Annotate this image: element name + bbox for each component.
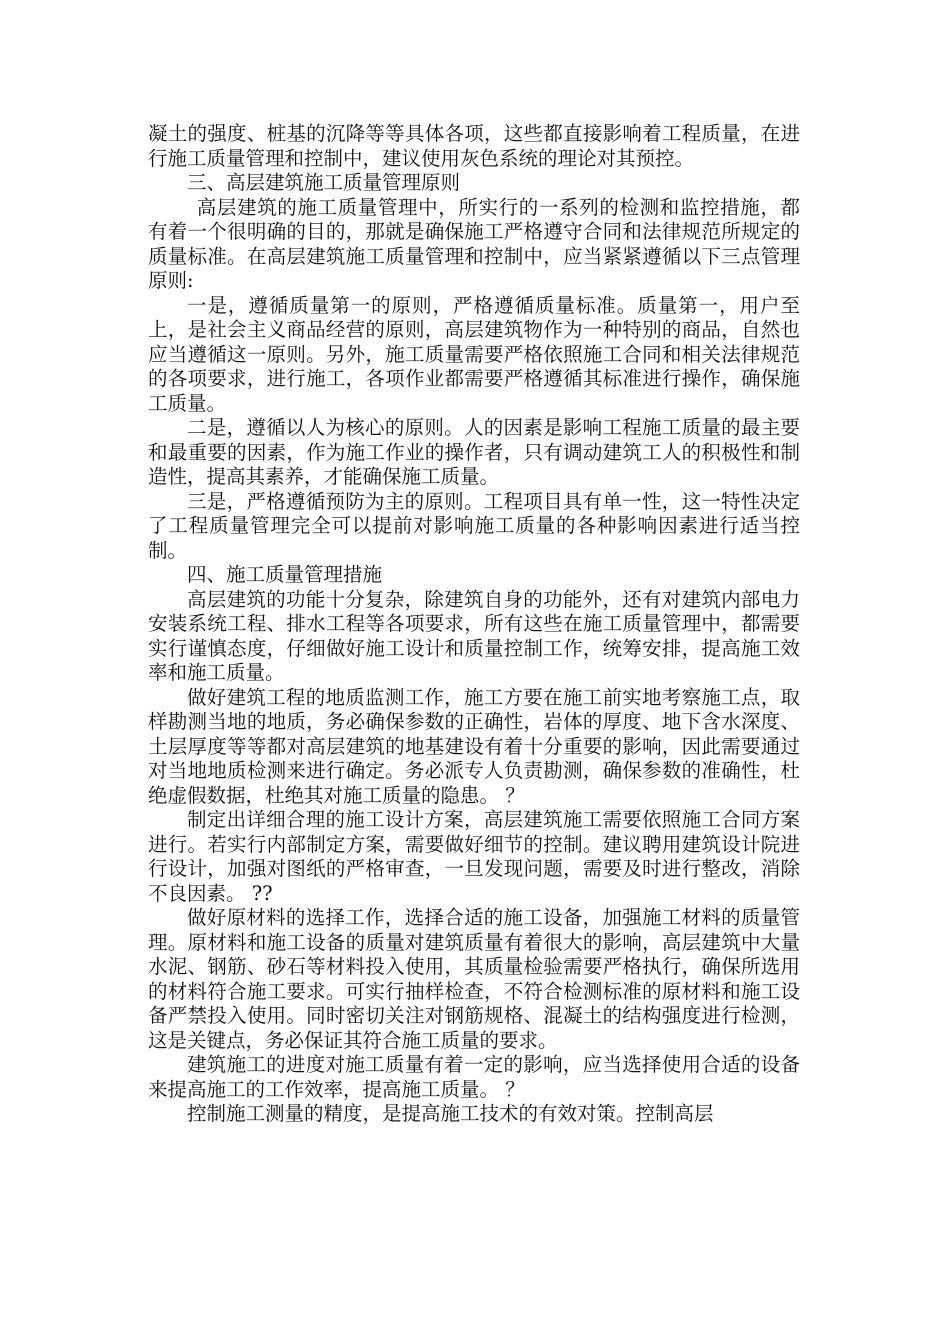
paragraph-measures-intro: 高层建筑的功能十分复杂，除建筑自身的功能外，还有对建筑内部电力安装系统工程、排水工程等各项要求，所有这些在施工质量管理中，都需要实行谨慎态度，仔细做好施工设计和质量控制工作，统筹安排，提高施工效率和施工质量。 [148, 587, 800, 684]
paragraph-measurement: 控制施工测量的精度，是提高施工技术的有效对策。控制高层 [187, 1102, 714, 1125]
section-heading-three: 三、高层建筑施工质量管理原则 [187, 171, 461, 194]
paragraph-materials: 做好原材料的选择工作，选择合适的施工设备，加强施工材料的质量管理。原材料和施工设备的质量对建筑质量有着很大的影响，高层建筑中大量水泥、钢筋、砂石等材料投入使用，其质量检验需要严格执行，确保所选用的材料符合施工要求。可实行抽样检查，不符合检测标准的原材料和施工设备严禁投入使用。同时密切关注对钢筋规格、混凝土的结构强度进行检测，这是关键点，务必保证其符合施工质量的要求。 [148, 906, 800, 1052]
paragraph-principles-intro: 高层建筑的施工质量管理中，所实行的一系列的检测和监控措施，都有着一个很明确的目的，那就是确保施工严格遵守合同和法律规范所规定的质量标准。在高层建筑施工质量管理和控制中，应当紧紧遵循以下三点管理原则: [148, 195, 800, 292]
paragraph-progress: 建筑施工的进度对施工质量有着一定的影响，应当选择使用合适的设备来提高施工的工作效率，提高施工质量。 ？ [148, 1053, 800, 1101]
document-body [148, 122, 800, 1127]
paragraph-continuation: 凝土的强度、桩基的沉降等等具体各项，这些都直接影响着工程质量，在进行施工质量管理和控制中，建议使用灰色系统的理论对其预控。 [148, 122, 800, 170]
paragraph-principle-three: 三是，严格遵循预防为主的原则。工程项目具有单一性，这一特性决定了工程质量管理完全可以提前对影响施工质量的各种影响因素进行适当控制。 [148, 489, 800, 562]
paragraph-design-plan: 制定出详细合理的施工设计方案，高层建筑施工需要依照施工合同方案进行。若实行内部制定方案，需要做好细节的控制。建议聘用建筑设计院进行设计，加强对图纸的严格审查，一旦发现问题，需要及时进行整改，消除不良因素。 ?? [148, 808, 800, 905]
section-heading-four: 四、施工质量管理措施 [187, 563, 383, 586]
paragraph-principle-one: 一是，遵循质量第一的原则，严格遵循质量标准。质量第一，用户至上，是社会主义商品经营的原则，高层建筑物作为一种特别的商品，自然也应当遵循这一原则。另外，施工质量需要严格依照施工合同和相关法律规范的各项要求，进行施工，各项作业都需要严格遵循其标准进行操作，确保施工质量。 [148, 293, 800, 415]
paragraph-principle-two: 二是，遵循以人为核心的原则。人的因素是影响工程施工质量的最主要和最重要的因素，作为施工作业的操作者，只有调动建筑工人的积极性和制造性，提高其素养，才能确保施工质量。 [148, 416, 800, 488]
paragraph-geology: 做好建筑工程的地质监测工作，施工方要在施工前实地考察施工点，取样勘测当地的地质，务必确保参数的正确性，岩体的厚度、地下含水深度、土层厚度等等都对高层建筑的地基建设有着十分重要的影响，因此需要通过对当地地质检测来进行确定。务必派专人负责勘测，确保参数的准确性，杜绝虚假数据，杜绝其对施工质量的隐患。 ？ [148, 685, 800, 807]
